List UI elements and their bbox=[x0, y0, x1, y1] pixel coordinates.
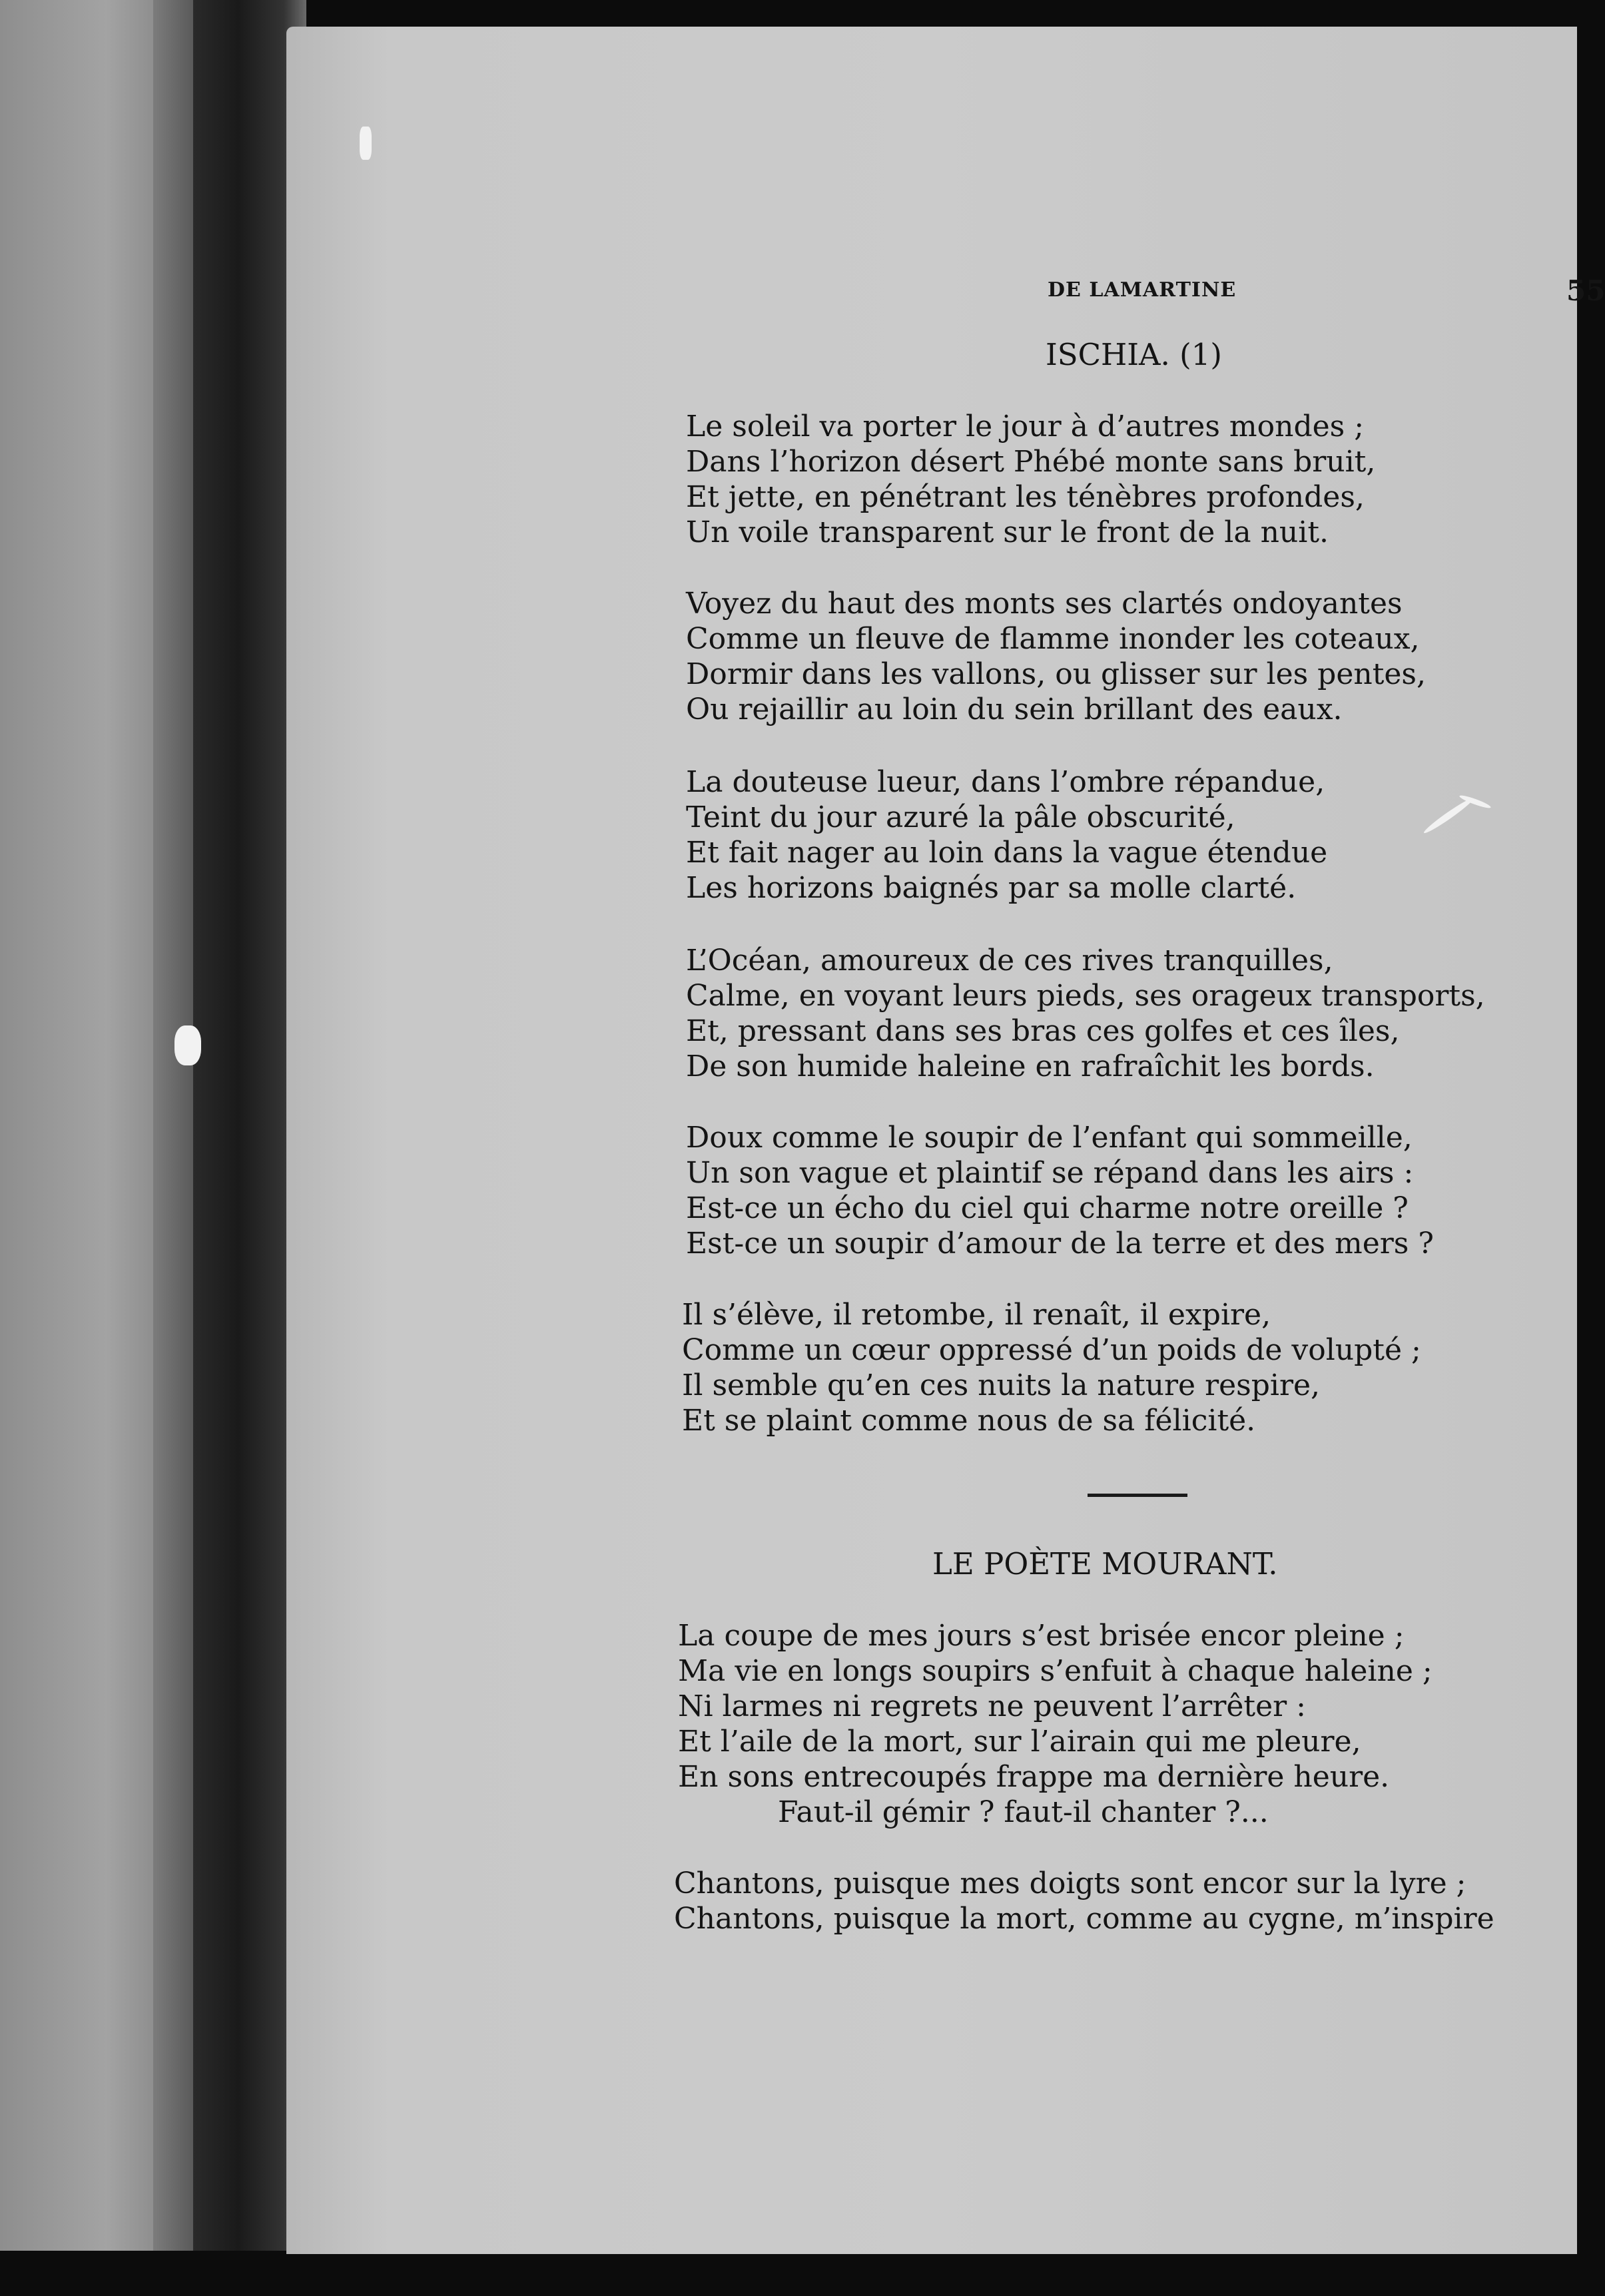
verse-line: Comme un cœur oppressé d’un poids de volupté ; bbox=[682, 1333, 1421, 1367]
verse-line: Est-ce un écho du ciel qui charme notre oreille ? bbox=[686, 1191, 1409, 1225]
verse-line: Et fait nager au loin dans la vague étendue bbox=[686, 836, 1328, 870]
verse-line: Calme, en voyant leurs pieds, ses orageux transports, bbox=[686, 979, 1485, 1013]
verse-line: Dans l’horizon désert Phébé monte sans bruit, bbox=[686, 445, 1376, 479]
verse-line: Et jette, en pénétrant les ténèbres profondes, bbox=[686, 480, 1365, 514]
section-divider bbox=[1088, 1494, 1187, 1497]
verse-line: Teint du jour azuré la pâle obscurité, bbox=[686, 800, 1235, 834]
verse-line: L’Océan, amoureux de ces rives tranquilles, bbox=[686, 944, 1333, 978]
running-head: DE LAMARTINE bbox=[1048, 278, 1237, 302]
ischia-stanza-6 bbox=[682, 1297, 1421, 1438]
page-number: 55 bbox=[1566, 274, 1605, 307]
verse-line: De son humide haleine en rafraîchit les bords. bbox=[686, 1049, 1375, 1083]
verse-line: Ni larmes ni regrets ne peuvent l’arrêter : bbox=[678, 1689, 1306, 1723]
verse-line: La douteuse lueur, dans l’ombre répandue, bbox=[686, 765, 1325, 799]
verse-line: Voyez du haut des monts ses clartés ondoyantes bbox=[686, 587, 1403, 621]
verse-line: Il s’élève, il retombe, il renaît, il expire, bbox=[682, 1298, 1271, 1332]
ischia-stanza-4 bbox=[686, 943, 1485, 1084]
verse-line: Et l’aile de la mort, sur l’airain qui me pleure, bbox=[678, 1725, 1361, 1759]
scan-blemish bbox=[360, 127, 372, 160]
poem-title-poete-mourant: LE POÈTE MOURANT. bbox=[932, 1546, 1278, 1581]
verse-line: Comme un fleuve de flamme inonder les coteaux, bbox=[686, 622, 1420, 656]
poem-title-ischia: ISCHIA. (1) bbox=[1046, 337, 1222, 372]
verse-line: La coupe de mes jours s’est brisée encor pleine ; bbox=[678, 1619, 1405, 1653]
verse-line-refrain: Faut-il gémir ? faut-il chanter ?... bbox=[778, 1795, 1269, 1829]
ischia-stanza-1 bbox=[686, 409, 1375, 550]
left-page-shadow bbox=[153, 0, 193, 2251]
scan-blemish bbox=[174, 1025, 201, 1065]
poete-mourant-stanza-1 bbox=[678, 1618, 1433, 1830]
verse-line: Un voile transparent sur le front de la nuit. bbox=[686, 515, 1329, 549]
scan-border bbox=[0, 2254, 1577, 2296]
verse-line: Chantons, puisque mes doigts sont encor sur la lyre ; bbox=[674, 1866, 1466, 1900]
verse-line: Chantons, puisque la mort, comme au cygne, m’inspire bbox=[674, 1902, 1494, 1936]
verse-line: Et se plaint comme nous de sa félicité. bbox=[682, 1404, 1256, 1438]
verse-line: Est-ce un soupir d’amour de la terre et des mers ? bbox=[686, 1227, 1434, 1261]
page-content bbox=[286, 27, 1605, 2254]
scan-blemish bbox=[1422, 796, 1474, 836]
verse-line: Ou rejaillir au loin du sein brillant des eaux. bbox=[686, 693, 1343, 726]
verse-line: Le soleil va porter le jour à d’autres mondes ; bbox=[686, 410, 1365, 443]
ischia-stanza-5 bbox=[686, 1120, 1434, 1261]
verse-line: Dormir dans les vallons, ou glisser sur les pentes, bbox=[686, 657, 1426, 691]
poete-mourant-stanza-2 bbox=[674, 1866, 1494, 1936]
verse-line: Il semble qu’en ces nuits la nature respire, bbox=[682, 1368, 1321, 1402]
ischia-stanza-2 bbox=[686, 586, 1426, 727]
verse-line: Et, pressant dans ses bras ces golfes et ces îles, bbox=[686, 1014, 1400, 1048]
ischia-stanza-3 bbox=[686, 764, 1327, 906]
verse-line: Ma vie en longs soupirs s’enfuit à chaque haleine ; bbox=[678, 1654, 1433, 1688]
right-page bbox=[286, 27, 1605, 2254]
verse-line: Doux comme le soupir de l’enfant qui sommeille, bbox=[686, 1121, 1413, 1155]
verse-line: Les horizons baignés par sa molle clarté. bbox=[686, 871, 1297, 905]
verse-line: Un son vague et plaintif se répand dans les airs : bbox=[686, 1156, 1414, 1190]
verse-line: En sons entrecoupés frappe ma dernière heure. bbox=[678, 1760, 1390, 1794]
